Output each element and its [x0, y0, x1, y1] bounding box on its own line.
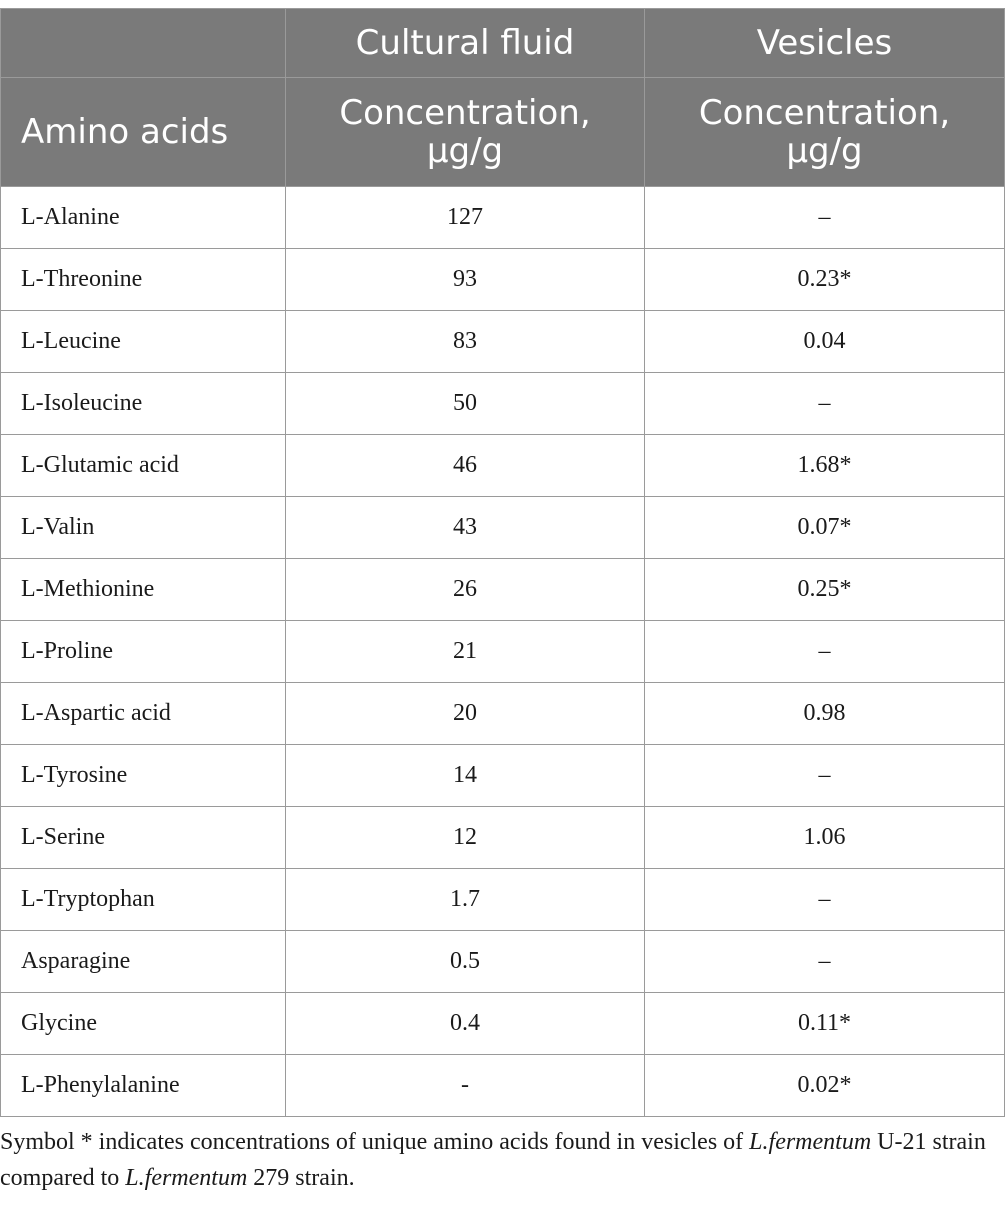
- fluid-concentration: 12: [286, 807, 645, 869]
- fluid-concentration: 0.5: [286, 931, 645, 993]
- vesicles-concentration: –: [645, 745, 1005, 807]
- amino-acid-name: L-Phenylalanine: [1, 1055, 286, 1117]
- table-row: [1, 621, 1005, 683]
- amino-acid-name: L-Alanine: [1, 187, 286, 249]
- vesicles-concentration: 0.11*: [645, 993, 1005, 1055]
- vesicles-concentration: –: [645, 931, 1005, 993]
- amino-acid-name: L-Valin: [1, 497, 286, 559]
- table-row: [1, 931, 1005, 993]
- header-vesicles: Vesicles: [645, 9, 1005, 78]
- vesicles-concentration: 0.25*: [645, 559, 1005, 621]
- amino-acid-name: L-Leucine: [1, 311, 286, 373]
- fluid-concentration: 93: [286, 249, 645, 311]
- amino-acid-name: L-Aspartic acid: [1, 683, 286, 745]
- footnote-text-3: 279 strain.: [247, 1165, 355, 1191]
- table-row: [1, 435, 1005, 497]
- amino-acid-name: L-Isoleucine: [1, 373, 286, 435]
- fluid-concentration: -: [286, 1055, 645, 1117]
- fluid-concentration: 83: [286, 311, 645, 373]
- table-row: [1, 745, 1005, 807]
- fluid-concentration: 46: [286, 435, 645, 497]
- amino-acid-table: [0, 8, 1005, 1117]
- amino-acid-table-container: [0, 8, 1004, 1117]
- amino-acid-name: L-Tyrosine: [1, 745, 286, 807]
- fluid-concentration: 127: [286, 187, 645, 249]
- vesicles-concentration: –: [645, 621, 1005, 683]
- footnote-strain-b: L.fermentum: [125, 1165, 248, 1191]
- header-empty-cell: [1, 9, 286, 78]
- amino-acid-name: L-Glutamic acid: [1, 435, 286, 497]
- fluid-concentration: 21: [286, 621, 645, 683]
- table-row: [1, 373, 1005, 435]
- vesicles-concentration: 0.98: [645, 683, 1005, 745]
- amino-acid-name: L-Threonine: [1, 249, 286, 311]
- amino-acid-name: L-Tryptophan: [1, 869, 286, 931]
- vesicles-concentration: –: [645, 869, 1005, 931]
- table-row: [1, 187, 1005, 249]
- amino-acid-name: Asparagine: [1, 931, 286, 993]
- amino-acid-name: L-Methionine: [1, 559, 286, 621]
- header-group-row: [1, 9, 1005, 78]
- footnote-text-2: U-21 strain compared to: [0, 1129, 986, 1191]
- vesicles-concentration: 1.68*: [645, 435, 1005, 497]
- vesicles-concentration: 0.02*: [645, 1055, 1005, 1117]
- table-row: [1, 249, 1005, 311]
- amino-acid-name: L-Proline: [1, 621, 286, 683]
- fluid-concentration: 0.4: [286, 993, 645, 1055]
- vesicles-concentration: 0.07*: [645, 497, 1005, 559]
- fluid-concentration: 14: [286, 745, 645, 807]
- footnote-strain-a: L.fermentum: [749, 1129, 872, 1155]
- table-row: [1, 1055, 1005, 1117]
- fluid-concentration: 26: [286, 559, 645, 621]
- vesicles-concentration: –: [645, 373, 1005, 435]
- amino-acid-name: L-Serine: [1, 807, 286, 869]
- vesicles-concentration: 0.23*: [645, 249, 1005, 311]
- table-row: [1, 497, 1005, 559]
- header-sub-row: [1, 78, 1005, 187]
- table-row: [1, 807, 1005, 869]
- table-body: [1, 187, 1005, 1117]
- table-row: [1, 683, 1005, 745]
- vesicles-concentration: 0.04: [645, 311, 1005, 373]
- fluid-concentration: 20: [286, 683, 645, 745]
- table-row: [1, 311, 1005, 373]
- table-row: [1, 559, 1005, 621]
- table-row: [1, 869, 1005, 931]
- footnote-text-1: Symbol * indicates concentrations of unique amino acids found in vesicles of: [0, 1129, 750, 1155]
- vesicles-concentration: 1.06: [645, 807, 1005, 869]
- header-cultural-fluid: Cultural fluid: [286, 9, 645, 78]
- table-row: [1, 993, 1005, 1055]
- header-vesicles-concentration: Concentration, μg/g: [645, 78, 1005, 187]
- header-amino-acids: Amino acids: [1, 78, 286, 187]
- amino-acid-name: Glycine: [1, 993, 286, 1055]
- fluid-concentration: 43: [286, 497, 645, 559]
- fluid-concentration: 1.7: [286, 869, 645, 931]
- vesicles-concentration: –: [645, 187, 1005, 249]
- header-fluid-concentration: Concentration, μg/g: [286, 78, 645, 187]
- fluid-concentration: 50: [286, 373, 645, 435]
- table-footnote: [0, 1124, 1000, 1196]
- table-header: [1, 9, 1005, 187]
